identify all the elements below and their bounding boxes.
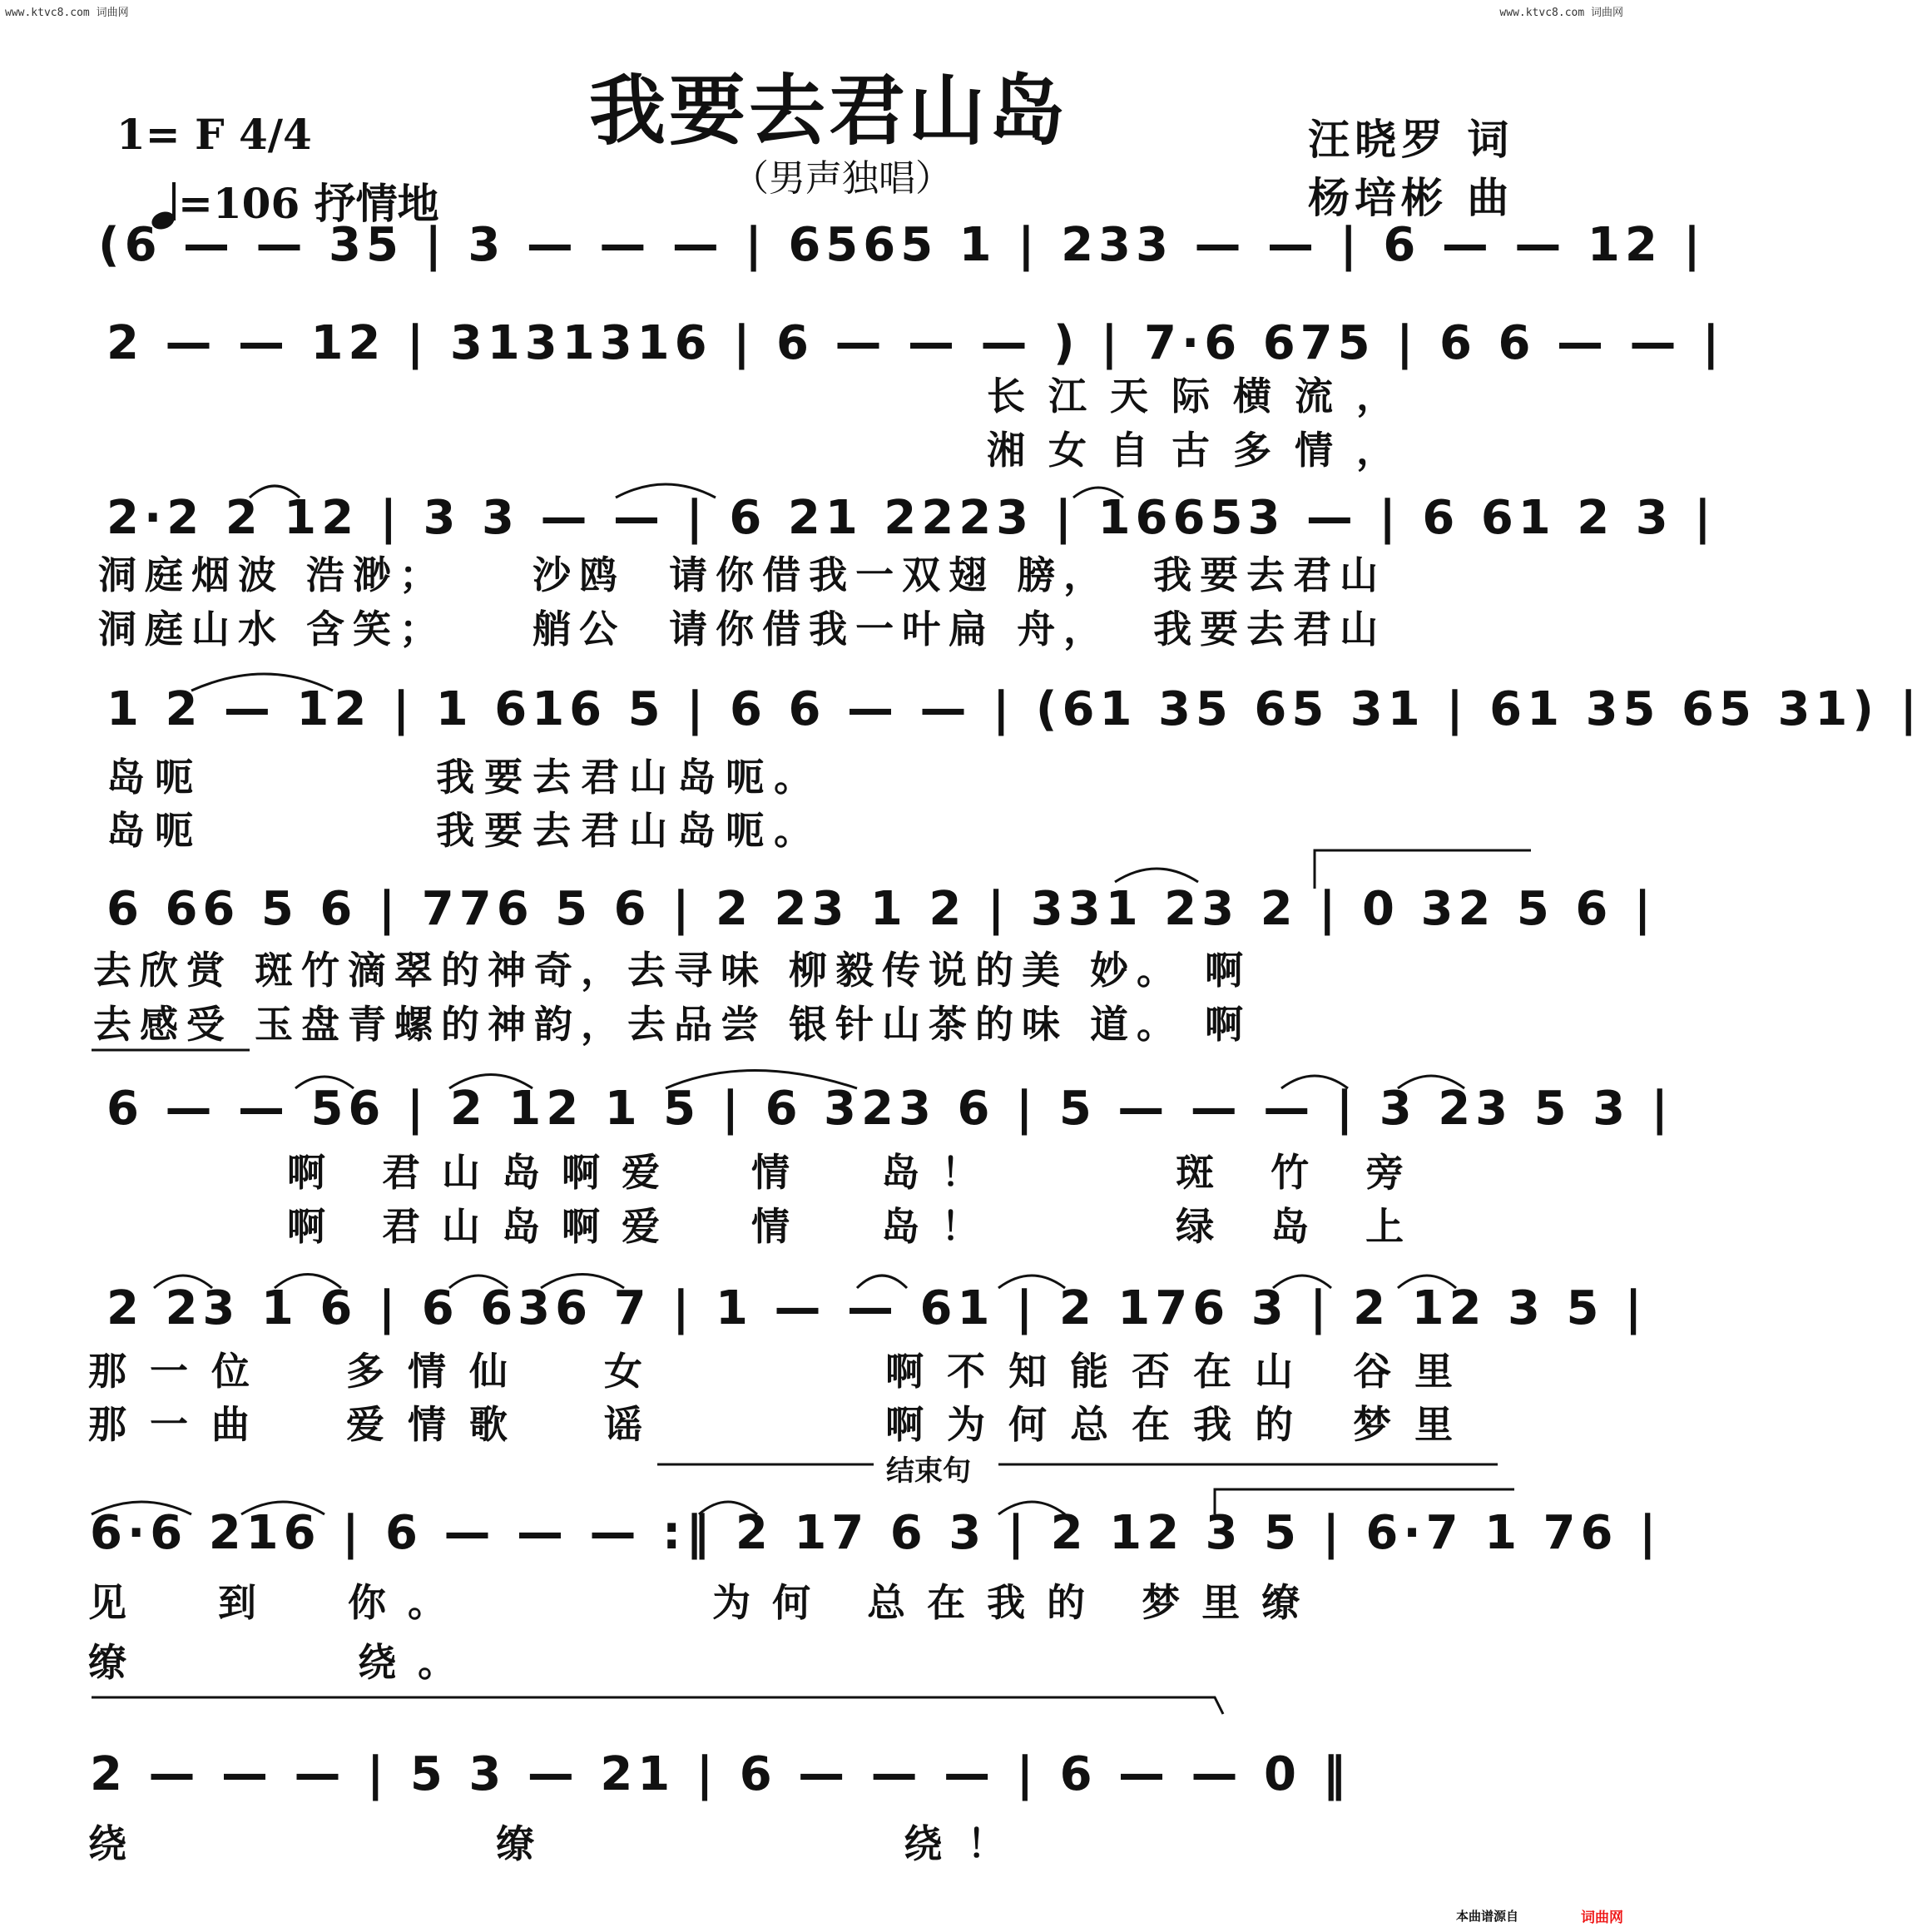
score-row-2-lyric-2: 湘女自古多情， bbox=[987, 428, 1418, 473]
lyricist-credit: 汪晓罗 词 bbox=[1308, 115, 1514, 164]
score-row-6-lyric-2: 啊 君山岛啊爱 情 岛！ 绿 岛 上 bbox=[287, 1204, 1426, 1249]
footer-site: 词曲网 bbox=[1581, 1910, 1623, 1926]
score-row-2-lyric-1: 长江天际横流， bbox=[987, 374, 1418, 419]
tempo-marking: =106 抒情地 bbox=[178, 179, 439, 228]
site-label-right: www.ktvc8.com 词曲网 bbox=[1499, 7, 1623, 19]
score-row-5-notes: 6 66 5 6 | 776 5 6 | 2 23 1 2 | 331 23 2 | 0 32 5 6 | bbox=[107, 882, 1657, 936]
score-row-4-notes: 1 2 — 12 | 1 616 5 | 6 6 — — | (61 35 65 31 | 61 35 65 31) | bbox=[107, 682, 1922, 736]
score-row-3-lyric-2: 洞庭山水 含笑； 艄公 请你借我一叶扁 舟， 我要去君山 bbox=[98, 607, 1387, 651]
score-row-8-lyric-2: 缭 绕。 bbox=[88, 1640, 478, 1685]
score-row-3-lyric-1: 洞庭烟波 浩渺； 沙鸥 请你借我一双翅 膀， 我要去君山 bbox=[98, 552, 1387, 597]
ending-label: 结束句 bbox=[886, 1454, 971, 1488]
score-row-3-notes: 2·2 2 12 | 3 3 — — | 6 21 2223 | 16653 — | 6 61 2 3 | bbox=[107, 491, 1716, 545]
key-signature: 1= F 4/4 bbox=[116, 110, 312, 159]
footer-source: 本曲谱源自 bbox=[1456, 1909, 1519, 1924]
score-row-8-lyric-1: 见 到 你。 为何 总在我的 梦里缭 bbox=[88, 1580, 1322, 1625]
score-row-9-lyric-1: 绕 缭 绕！ bbox=[88, 1821, 1031, 1866]
page-subtitle: （男声独唱） bbox=[732, 157, 952, 200]
score-row-8-notes: 6·6 216 | 6 — — — :‖ 2 17 6 3 | 2 12 3 5 | 6·7 1 76 | bbox=[90, 1506, 1662, 1560]
score-row-9-notes: 2 — — — | 5 3 — 21 | 6 — — — | 6 — — 0 ‖ bbox=[90, 1747, 1351, 1801]
score-row-4-lyric-2: 岛呃 我要去君山岛呃。 bbox=[107, 808, 823, 853]
site-label-left: www.ktvc8.com 词曲网 bbox=[5, 7, 129, 19]
score-row-4-lyric-1: 岛呃 我要去君山岛呃。 bbox=[107, 755, 823, 800]
score-row-7-lyric-1: 那一位 多情仙 女 啊不知能否在山 谷里 bbox=[88, 1349, 1477, 1394]
composer-credit: 杨培彬 曲 bbox=[1308, 173, 1514, 222]
score-row-6-notes: 6 — — 56 | 2 12 1 5 | 6 323 6 | 5 — — — | 3 23 5 3 | bbox=[107, 1082, 1674, 1136]
score-row-6-lyric-1: 啊 君山岛啊爱 情 岛！ 斑 竹 旁 bbox=[287, 1150, 1426, 1195]
score-row-1-notes: (6 — — 35 | 3 — — — | 6565 1 | 233 — — | 6 — — 12 | bbox=[98, 218, 1706, 272]
score-row-7-lyric-2: 那一曲 爱情歌 谣 啊为何总在我的 梦里 bbox=[88, 1402, 1477, 1447]
score-row-7-notes: 2 23 1 6 | 6 636 7 | 1 — — 61 | 2 176 3 | 2 12 3 5 | bbox=[107, 1281, 1647, 1335]
page-title: 我要去君山岛 bbox=[589, 66, 1069, 156]
score-row-5-lyric-1: 去欣赏 斑竹滴翠的神奇，去寻味 柳毅传说的美 妙。 啊 bbox=[93, 948, 1252, 993]
score-row-2-notes: 2 — — 12 | 3131316 | 6 — — — ) | 7·6 675 | 6 6 — — | bbox=[107, 316, 1725, 370]
score-row-5-lyric-2: 去感受 玉盘青螺的神韵，去品尝 银针山茶的味 道。 啊 bbox=[93, 1002, 1252, 1047]
